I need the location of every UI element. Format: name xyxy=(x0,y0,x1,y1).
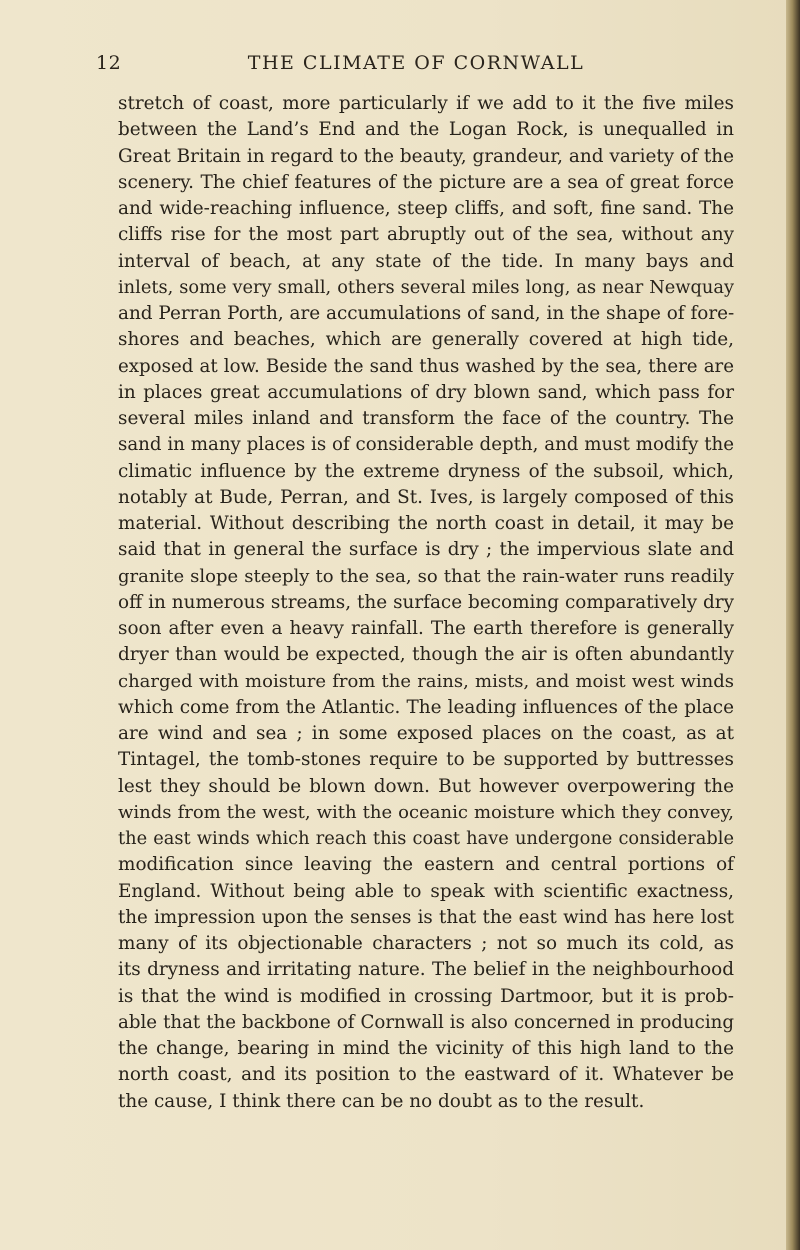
text-line: charged with moisture from the rains, mists, and moist west winds xyxy=(118,670,734,692)
text-line: England. Without being able to speak with scientific exactness, xyxy=(118,880,734,902)
text-line: Great Britain in regard to the beauty, grandeur, and variety of the xyxy=(118,145,734,167)
text-line: several miles inland and transform the face of the country. The xyxy=(118,408,734,429)
text-line: granite slope steeply to the sea, so that the rain-water runs readily xyxy=(118,565,734,587)
text-line: scenery. The chief features of the picture are a sea of great force xyxy=(118,171,734,193)
text-line: many of its objectionable characters ; not so much its cold, as xyxy=(118,933,734,954)
text-line: soon after even a heavy rainfall. The earth therefore is generally xyxy=(118,618,734,639)
text-line: its dryness and irritating nature. The belief in the neighbourhood xyxy=(118,959,734,981)
text-line: climatic influence by the extreme dryness of the subsoil, which, xyxy=(118,460,734,482)
text-line: is that the wind is modified in crossing Dartmoor, but it is prob- xyxy=(118,985,734,1007)
text-line: and wide-reaching influence, steep cliffs, and soft, fine sand. The xyxy=(118,198,734,219)
text-line: able that the backbone of Cornwall is also concerned in producing xyxy=(118,1011,734,1033)
text-line: off in numerous streams, the surface becoming comparatively dry xyxy=(118,591,734,613)
text-line: material. Without describing the north coast in detail, it may be xyxy=(118,513,734,534)
page-edge xyxy=(786,0,800,1250)
text-line: between the Land’s End and the Logan Rock, is unequalled in xyxy=(118,119,734,141)
text-line: notably at Bude, Perran, and St. Ives, is largely composed of this xyxy=(118,486,734,508)
text-line: which come from the Atlantic. The leading influences of the place xyxy=(118,696,734,718)
running-head: THE CLIMATE OF CORNWALL xyxy=(247,52,585,74)
text-line: modification since leaving the eastern and central portions of xyxy=(118,854,734,876)
text-line: lest they should be blown down. But however overpowering the xyxy=(118,775,734,797)
body-text xyxy=(118,91,734,1115)
text-line: shores and beaches, which are generally covered at high tide, xyxy=(118,329,734,351)
text-line: the change, bearing in mind the vicinity of this high land to the xyxy=(118,1038,734,1059)
text-line: exposed at low. Beside the sand thus washed by the sea, there are xyxy=(118,355,734,377)
page-number: 12 xyxy=(96,52,122,74)
text-line: stretch of coast, more particularly if we add to it the five miles xyxy=(118,93,734,114)
text-line: said that in general the surface is dry ; the impervious slate and xyxy=(118,539,734,561)
text-line: cliffs rise for the most part abruptly out of the sea, without any xyxy=(118,224,734,246)
text-line: dryer than would be expected, though the air is often abundantly xyxy=(118,644,734,666)
text-line: Tintagel, the tomb-stones require to be supported by buttresses xyxy=(118,749,734,771)
text-line: and Perran Porth, are accumulations of sand, in the shape of fore- xyxy=(118,303,735,324)
text-line: the impression upon the senses is that the east wind has here lost xyxy=(118,906,734,928)
text-line: north coast, and its position to the eastward of it. Whatever be xyxy=(118,1064,734,1086)
text-line: are wind and sea ; in some exposed places on the coast, as at xyxy=(118,723,734,744)
page-header xyxy=(96,52,736,82)
text-line: the cause, I think there can be no doubt as to the result. xyxy=(118,1090,645,1112)
text-line: sand in many places is of considerable depth, and must modify the xyxy=(118,434,734,456)
text-line: the east winds which reach this coast have undergone considerable xyxy=(118,828,734,849)
text-line: inlets, some very small, others several miles long, as near Newquay xyxy=(118,276,734,298)
text-line: winds from the west, with the oceanic moisture which they convey, xyxy=(118,801,734,823)
text-line: in places great accumulations of dry blown sand, which pass for xyxy=(118,381,734,403)
text-line: interval of beach, at any state of the tide. In many bays and xyxy=(118,250,734,272)
